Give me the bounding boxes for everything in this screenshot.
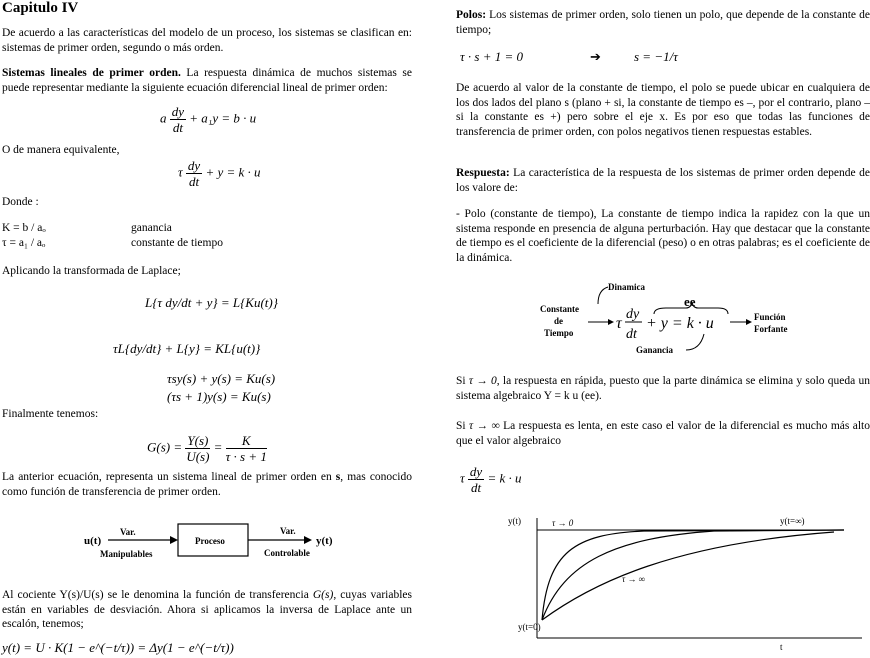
diagram-ee: ee [684,294,696,309]
finalmente-text: Finalmente tenemos: [2,408,99,420]
response-graph [504,512,866,658]
polos-paragraph [456,8,870,37]
si1-text-a: Si [456,375,469,387]
anterior-text-a: La anterior ecuación, representa un sistema lineal de primer orden en [2,471,336,483]
equivalente-text: O de manera equivalente, [2,144,120,156]
cociente-g: G(s) [312,589,334,601]
block-in-arrowhead [170,536,178,544]
equation-1 [160,104,256,135]
si2-text-a: Si [456,420,470,432]
equation-3 [460,464,521,495]
diagram-dy: dy [626,307,640,322]
section-paragraph [2,66,412,95]
tf-eq: = [213,439,223,455]
eq2-num: dy [187,158,201,173]
section-text: La respuesta dinámica de muchos sistemas se puede representar mediante la siguiente ecuación diferencial lineal de primer orden: [2,67,413,94]
final-equation: y(t) = U · K(1 − e^(−t/τ)) = Δy(1 − e^(−t/τ)) [2,640,234,655]
diagram-tau: τ [616,315,622,332]
donde-text: Donde : [2,196,39,208]
eq1-num: dy [171,104,185,119]
graph-tau-small: τ → 0 [552,518,574,528]
tf-num2: K [226,433,267,449]
cociente-text-b: , cuyas variables están en variables de desviación. Ahora si aplicamos la inversa de Laplace ante un escalón, tenemos; [2,589,412,630]
graph-tau-large: τ → ∞ [622,574,646,584]
cociente-text-a: Al cociente Y(s)/U(s) se le denomina la función de transferencia [2,589,313,601]
equation-2 [178,158,261,189]
def-symbol-1: K = b / aₒ [2,222,46,234]
block-out-label2: Controlable [264,548,310,558]
diagram-ganancia: Ganancia [636,345,674,355]
def-symbol-2: τ = a₁ / aₒ [2,237,46,249]
anterior-s: s [335,471,341,483]
block-output: y(t) [316,535,333,547]
block-out-arrowhead [304,536,312,544]
eq1-den: dt [172,120,183,135]
graph-ylabel: y(t) [508,516,521,526]
block-out-label1: Var. [280,526,296,536]
pole-eq-right: s = −1/τ [634,49,678,64]
polos-heading: Polos: [456,9,487,21]
laplace-line-4: (τs + 1)y(s) = Ku(s) [167,389,271,404]
eq3-tau: τ [460,470,465,486]
pole-arrow: ➔ [590,49,601,64]
process-block-diagram [80,518,340,564]
laplace-line-1: L{τ dy/dt + y} = L{Ku(t)} [145,295,278,310]
curve-medium [542,530,844,620]
block-input: u(t) [84,535,102,547]
eq2-den: dt [188,174,200,189]
eq3-den: dt [470,480,482,495]
laplace-intro: Aplicando la transformada de Laplace; [2,265,181,277]
si1-text-b: , la respuesta en rápida, puesto que la parte dinámica se elimina y solo queda un sistema algebraico Y = k u (ee). [456,375,870,402]
tf-den1: U(s) [186,449,210,464]
tf-den2: τ · s + 1 [225,449,267,464]
dinamica-arrow [598,287,608,304]
diagram-rhs: + y = k · u [646,315,714,332]
graph-xlabel: t [780,642,783,652]
anterior-paragraph [2,470,412,499]
diagram-constante-3: Tiempo [544,328,574,338]
def-meaning-2: constante de tiempo [131,237,223,249]
laplace-line-3: τsy(s) + y(s) = Ku(s) [167,371,276,386]
si1-paragraph [456,374,870,403]
eq3-rest: = k · u [487,470,522,486]
curve-slow [542,532,834,620]
annotated-equation-diagram [536,280,836,360]
eq1-coef: a [160,110,167,126]
si2-text-b: La respuesta es lenta, en este caso el valor de la diferencial es mucho más alto que el valor algebraico [456,420,870,447]
diagram-constante-2: de [554,316,563,326]
si1-eq: τ → 0 [468,375,497,387]
diagram-dinamica: Dinamica [608,282,645,292]
eq2-rest: + y = k · u [205,164,261,180]
graph-y-inf: y(t=∞) [780,516,805,526]
anterior-text-b: , mas conocido como función de transferencia de primer orden. [2,471,412,498]
eq1-rest: + a₁y = b · u [189,110,257,126]
diagram-funcion-1: Función [754,312,786,322]
eq2-tau: τ [178,164,183,180]
diagram-dt: dt [626,327,637,342]
si2-eq: τ → ∞ [469,420,500,432]
diagram-constante-1: Constante [540,304,580,314]
pole-eq-left: τ · s + 1 = 0 [460,49,524,64]
tf-num1: Y(s) [187,433,209,448]
polo-paragraph: - Polo (constante de tiempo), La constante de tiempo indica la rapidez con la que un sistema responde en presencia de alguna perturbación. Hay que destacar que la constante de tiempo es el coeficiente de la diferencial (peso) o en otras palabras; es el coeficiente de la dinámica. [456,208,870,264]
constante-arrowhead [608,319,614,325]
def-meaning-1: ganancia [131,222,172,234]
graph-y0: y(t=0) [518,622,541,632]
valor-paragraph: De acuerdo al valor de la constante de tiempo, el polo se puede ubicar en cualquiera de los dos lados del plano s (plano + si, la constante de tiempo es –, por el contrario, plano – si la constante es +) pero sobre el eje x. Es por eso que todas las funciones de transferencia de primer orden, con polos negativos tienen respuestas estables. [456,82,870,138]
respuesta-heading: Respuesta: [456,167,510,179]
block-in-label2: Manipulables [100,549,153,559]
eq3-num: dy [469,464,483,479]
block-in-label1: Var. [120,527,136,537]
section-heading: Sistemas lineales de primer orden. [2,67,181,79]
cociente-paragraph [2,588,412,632]
transfer-function [147,433,267,464]
chapter-title: Capitulo IV [2,0,79,16]
respuesta-text: La característica de la respuesta de los sistemas de primer orden depende de los valore de: [456,167,870,194]
polos-text: Los sistemas de primer orden, solo tienen un polo, que depende de la constante de tiempo; [456,9,870,36]
intro-paragraph: De acuerdo a las características del modelo de un proceso, los sistemas se clasifican en: sistemas de primer orden, segundo o más orden. [2,27,412,54]
curve-fast [542,530,844,620]
diagram-funcion-2: Forfante [754,324,788,334]
si2-paragraph [456,419,870,448]
ganancia-arrow [686,334,704,350]
block-process-label: Proceso [195,536,225,546]
laplace-line-2: τL{dy/dt} + L{y} = KL{u(t)} [113,341,261,356]
tf-lhs: G(s) = [147,439,183,455]
funcion-arrowhead [746,319,752,325]
respuesta-paragraph [456,166,870,195]
